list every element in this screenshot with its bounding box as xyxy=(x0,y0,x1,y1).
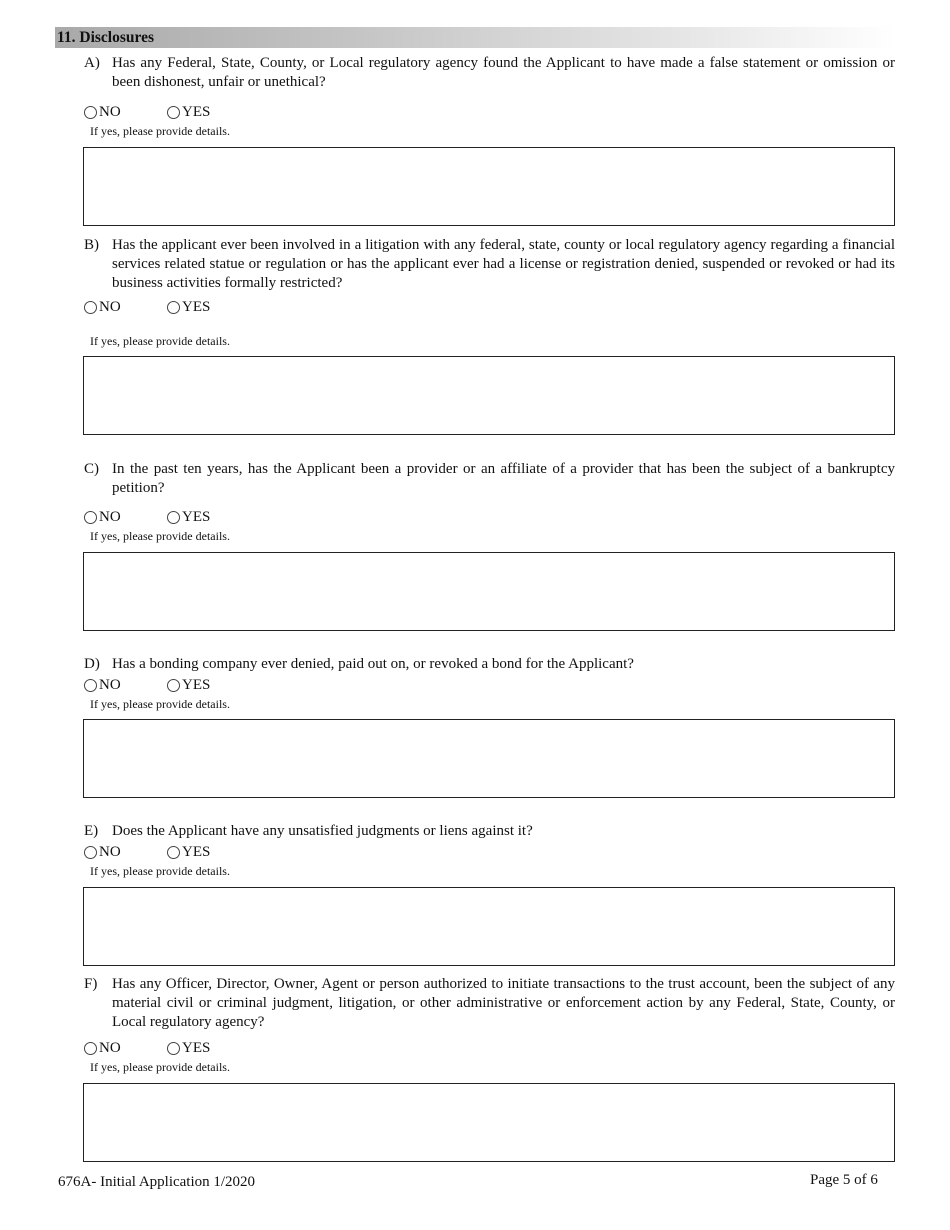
section-header xyxy=(55,27,895,48)
radio-no-b[interactable] xyxy=(84,298,121,316)
details-field-c[interactable] xyxy=(83,552,895,631)
question-f xyxy=(84,975,895,1032)
question-text: Has any Officer, Director, Owner, Agent or person authorized to initiate transactions to the trust account, been the subject of any material civil or criminal judgment, litigation, or other administrative or enforcement action by any Federal, State, County, or Local regulatory agency? xyxy=(112,976,895,1030)
radio-circle-icon[interactable] xyxy=(167,1042,180,1055)
radio-circle-icon[interactable] xyxy=(84,106,97,119)
details-hint-f: If yes, please provide details. xyxy=(90,1060,230,1074)
details-hint-c: If yes, please provide details. xyxy=(90,529,230,543)
radio-circle-icon[interactable] xyxy=(84,511,97,524)
details-hint-a: If yes, please provide details. xyxy=(90,124,230,138)
radio-circle-icon[interactable] xyxy=(84,846,97,859)
question-text: Has a bonding company ever denied, paid out on, or revoked a bond for the Applicant? xyxy=(112,656,634,672)
question-b xyxy=(84,236,895,293)
question-letter: D) xyxy=(84,656,100,672)
question-letter: E) xyxy=(84,823,99,839)
radio-yes-b[interactable] xyxy=(167,298,210,316)
section-title: 11. Disclosures xyxy=(57,29,155,46)
question-text: Does the Applicant have any unsatisfied judgments or liens against it? xyxy=(112,823,533,839)
radio-circle-icon[interactable] xyxy=(84,679,97,692)
radio-circle-icon[interactable] xyxy=(167,301,180,314)
radio-circle-icon[interactable] xyxy=(84,1042,97,1055)
question-text: Has any Federal, State, County, or Local regulatory agency found the Applicant to have made a false statement or omission or been dishonest, unfair or unethical? xyxy=(112,55,895,90)
question-a xyxy=(84,54,895,92)
radio-circle-icon[interactable] xyxy=(167,511,180,524)
question-letter: C) xyxy=(84,461,99,477)
details-field-b[interactable] xyxy=(83,356,895,435)
radio-yes-label: YES xyxy=(182,1040,211,1056)
radio-no-label: NO xyxy=(99,677,121,693)
radio-yes-a[interactable] xyxy=(167,103,210,121)
radio-yes-c[interactable] xyxy=(167,508,210,526)
radio-no-e[interactable] xyxy=(84,843,121,861)
radio-yes-f[interactable] xyxy=(167,1039,210,1057)
details-field-f[interactable] xyxy=(83,1083,895,1162)
radio-yes-d[interactable] xyxy=(167,676,210,694)
details-field-d[interactable] xyxy=(83,719,895,798)
details-hint-e: If yes, please provide details. xyxy=(90,864,230,878)
radio-yes-label: YES xyxy=(182,677,211,693)
question-c xyxy=(84,460,895,498)
page-number-footer: Page 5 of 6 xyxy=(810,1172,878,1188)
radio-no-label: NO xyxy=(99,299,121,315)
radio-no-label: NO xyxy=(99,844,121,860)
radio-no-label: NO xyxy=(99,1040,121,1056)
question-letter: B) xyxy=(84,237,99,253)
radio-no-c[interactable] xyxy=(84,508,121,526)
radio-no-a[interactable] xyxy=(84,103,121,121)
radio-no-label: NO xyxy=(99,104,121,120)
radio-yes-label: YES xyxy=(182,104,211,120)
radio-yes-label: YES xyxy=(182,844,211,860)
details-field-a[interactable] xyxy=(83,147,895,226)
radio-no-d[interactable] xyxy=(84,676,121,694)
radio-yes-label: YES xyxy=(182,299,211,315)
question-text: In the past ten years, has the Applicant been a provider or an affiliate of a provider that has been the subject of a bankruptcy petition? xyxy=(112,461,895,496)
question-d xyxy=(84,655,895,674)
details-hint-b: If yes, please provide details. xyxy=(90,334,230,348)
radio-no-label: NO xyxy=(99,509,121,525)
question-letter: F) xyxy=(84,976,98,992)
question-text: Has the applicant ever been involved in a litigation with any federal, state, county or local regulatory agency regarding a financial services related statue or regulation or has the applicant ever had a license or registration denied, suspended or revoked or had its business activities formally restricted? xyxy=(112,237,895,291)
radio-yes-e[interactable] xyxy=(167,843,210,861)
radio-circle-icon[interactable] xyxy=(84,301,97,314)
radio-yes-label: YES xyxy=(182,509,211,525)
radio-circle-icon[interactable] xyxy=(167,846,180,859)
question-e xyxy=(84,822,895,841)
details-hint-d: If yes, please provide details. xyxy=(90,697,230,711)
radio-circle-icon[interactable] xyxy=(167,679,180,692)
form-id-footer: 676A- Initial Application 1/2020 xyxy=(58,1174,256,1190)
radio-no-f[interactable] xyxy=(84,1039,121,1057)
radio-circle-icon[interactable] xyxy=(167,106,180,119)
details-field-e[interactable] xyxy=(83,887,895,966)
question-letter: A) xyxy=(84,55,100,71)
